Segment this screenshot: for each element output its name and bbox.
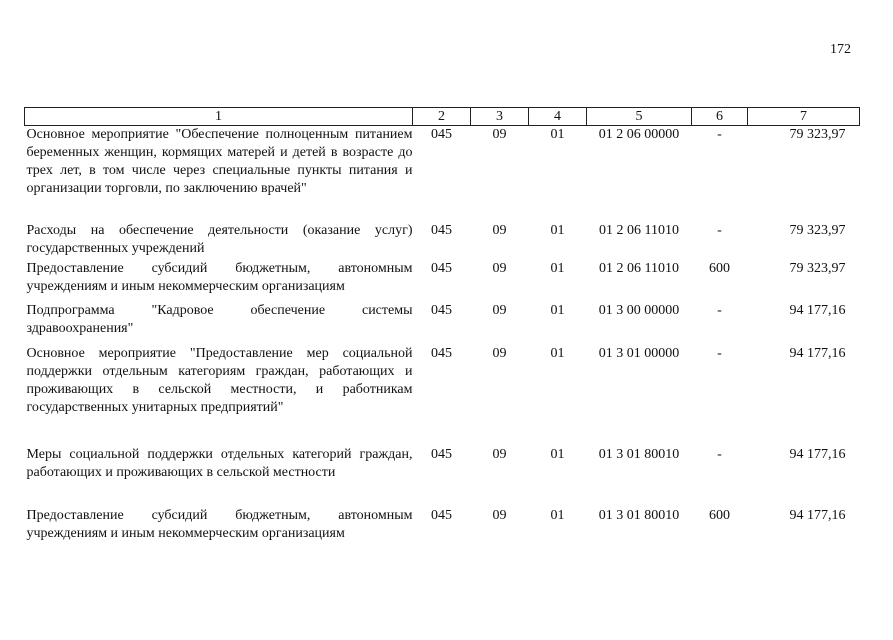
column-header-2: 2 [413,108,471,126]
cell-code-5: 01 2 06 11010 [599,223,679,238]
cell-code-4: 01 [550,261,565,276]
cell-amount: 94 177,16 [789,508,846,523]
cell-code-5: 01 3 01 80010 [598,508,680,523]
cell-code-2: 045 [431,261,452,276]
cell-code-4: 01 [550,127,565,142]
cell-code-6: 600 [709,261,730,276]
table-header-row [25,108,860,126]
cell-amount: 94 177,16 [789,346,846,361]
cell-code-4: 01 [550,447,565,462]
cell-code-6: - [717,127,722,142]
cell-code-5: 01 2 06 11010 [599,261,679,276]
budget-table [24,107,860,547]
cell-code-3: 09 [492,346,507,361]
cell-code-2: 045 [431,508,452,523]
page-number: 172 [830,42,851,57]
cell-code-5: 01 3 01 00000 [598,346,680,361]
cell-code-3: 09 [492,508,507,523]
table-row [25,446,860,507]
cell-code-4: 01 [550,303,565,318]
cell-code-2: 045 [431,447,452,462]
row-name: Расходы на обеспечение деятельности (оказание услуг) государственных учреждений [26,223,413,256]
column-header-5: 5 [587,108,692,126]
column-header-7: 7 [748,108,860,126]
row-name: Основное мероприятие "Обеспечение полноценным питанием беременных женщин, кормящих матерей и детей в возрасте до трех лет, в том числе через специальные пункты питания и организации торговли, по заключению врачей" [26,127,413,196]
cell-amount: 79 323,97 [789,223,846,238]
table-row [25,302,860,345]
row-name: Основное мероприятие "Предоставление мер социальной поддержки отдельным категориям граждан, работающих и проживающих в сельской местности, и работникам государственных унитарных предприятий" [26,346,413,415]
cell-code-5: 01 3 01 80010 [598,447,680,462]
cell-code-3: 09 [492,447,507,462]
cell-code-3: 09 [492,127,507,142]
row-name: Подпрограмма "Кадровое обеспечение системы здравоохранения" [26,303,413,336]
table-row [25,260,860,302]
column-header-4: 4 [529,108,587,126]
table-row [25,345,860,446]
cell-code-3: 09 [492,303,507,318]
cell-amount: 79 323,97 [789,261,846,276]
row-name: Предоставление субсидий бюджетным, автономным учреждениям и иным некоммерческим организациям [26,261,413,294]
cell-code-2: 045 [431,346,452,361]
cell-code-2: 045 [431,303,452,318]
cell-amount: 79 323,97 [789,127,846,142]
column-header-3: 3 [471,108,529,126]
cell-amount: 94 177,16 [789,447,846,462]
cell-code-6: - [717,223,722,238]
cell-code-3: 09 [492,223,507,238]
cell-code-4: 01 [550,223,565,238]
cell-code-6: - [717,346,722,361]
table-row [25,126,860,223]
cell-amount: 94 177,16 [789,303,846,318]
cell-code-2: 045 [431,223,452,238]
cell-code-5: 01 2 06 00000 [598,127,680,142]
cell-code-4: 01 [550,508,565,523]
row-name: Предоставление субсидий бюджетным, автономным учреждениям и иным некоммерческим организациям [26,508,413,541]
cell-code-4: 01 [550,346,565,361]
table-row [25,507,860,547]
table-row [25,222,860,260]
cell-code-6: 600 [709,508,730,523]
cell-code-6: - [717,303,722,318]
column-header-6: 6 [692,108,748,126]
cell-code-6: - [717,447,722,462]
cell-code-5: 01 3 00 00000 [598,303,680,318]
column-header-1: 1 [25,108,413,126]
cell-code-2: 045 [431,127,452,142]
cell-code-3: 09 [492,261,507,276]
row-name: Меры социальной поддержки отдельных категорий граждан, работающих и проживающих в сельской местности [26,447,413,480]
